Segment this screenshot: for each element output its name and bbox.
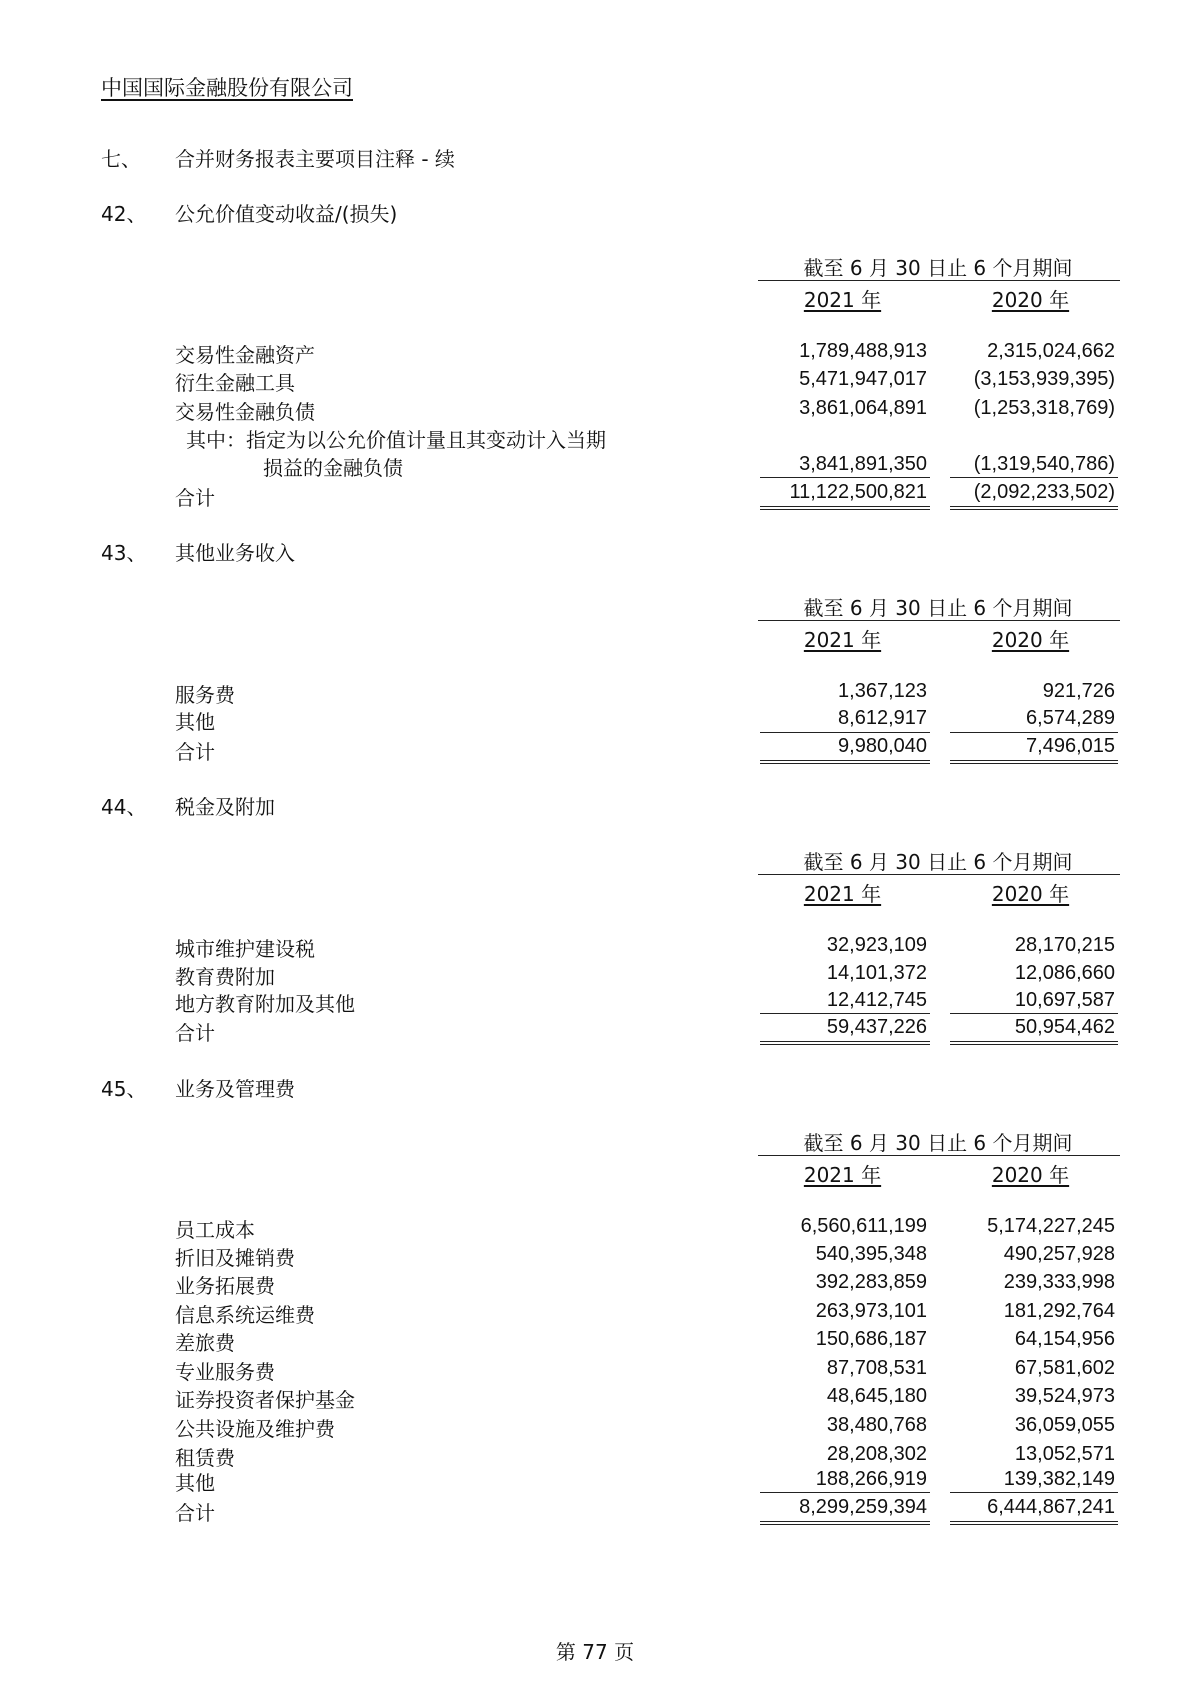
row-label-sub: 其中：指定为以公允价值计量且其变动计入当期 [186, 428, 606, 452]
total-double-rule [760, 1041, 930, 1045]
row-label: 证券投资者保护基金 [175, 1388, 355, 1412]
row-label: 地方教育附加及其他 [175, 992, 355, 1016]
period-underline [758, 620, 1120, 621]
row-label: 其他 [175, 1471, 215, 1495]
value-2021: 87,708,531 [826, 1357, 927, 1379]
total-label: 合计 [175, 1021, 215, 1045]
row-label: 专业服务费 [175, 1360, 275, 1384]
value-2020: (3,153,939,395) [973, 368, 1115, 390]
period-header: 截至 6 月 30 日止 6 个月期间 [803, 596, 1073, 620]
total-2020: 50,954,462 [1014, 1016, 1115, 1038]
total-2021: 8,299,259,394 [799, 1496, 927, 1518]
row-label: 交易性金融负债 [175, 400, 315, 424]
row-label: 服务费 [175, 683, 235, 707]
total-double-rule [950, 1041, 1118, 1045]
subtotal-rule [760, 1492, 930, 1493]
period-header: 截至 6 月 30 日止 6 个月期间 [803, 1131, 1073, 1155]
total-2021: 9,980,040 [838, 735, 927, 757]
chapter-number: 七、 [101, 147, 141, 171]
value-2020: 67,581,602 [1014, 1357, 1115, 1379]
value-2021: 38,480,768 [826, 1414, 927, 1436]
page-number: 第 77 页 [555, 1640, 635, 1664]
year-2020-header: 2020 年 [991, 628, 1070, 652]
row-label: 公共设施及维护费 [175, 1417, 335, 1441]
value-2021: 263,973,101 [815, 1300, 927, 1322]
subtotal-rule [760, 1013, 930, 1014]
value-2021: 1,789,488,913 [799, 340, 927, 362]
value-2020: 10,697,587 [1014, 989, 1115, 1011]
section-42-number: 42、 [101, 202, 147, 226]
value-2021: 3,861,064,891 [799, 397, 927, 419]
row-label: 业务拓展费 [175, 1274, 275, 1298]
value-2020: 12,086,660 [1014, 962, 1115, 984]
row-label: 其他 [175, 710, 215, 734]
value-2020: 239,333,998 [1003, 1271, 1115, 1293]
subtotal-rule [760, 732, 930, 733]
section-42-title: 公允价值变动收益/(损失) [175, 202, 398, 226]
period-header: 截至 6 月 30 日止 6 个月期间 [803, 850, 1073, 874]
year-2020-header: 2020 年 [991, 1163, 1070, 1187]
value-2020: (1,253,318,769) [973, 397, 1115, 419]
row-label: 折旧及摊销费 [175, 1246, 295, 1270]
value-2021: 5,471,947,017 [799, 368, 927, 390]
section-44-number: 44、 [101, 795, 147, 819]
value-2020: 64,154,956 [1014, 1328, 1115, 1350]
section-43-title: 其他业务收入 [175, 541, 295, 565]
total-double-rule [760, 1521, 930, 1525]
period-underline [758, 1155, 1120, 1156]
total-2021: 11,122,500,821 [789, 481, 927, 503]
year-2021-header: 2021 年 [803, 1163, 882, 1187]
value-2021: 3,841,891,350 [799, 453, 927, 475]
subtotal-rule [950, 1013, 1118, 1014]
value-2021: 6,560,611,199 [800, 1215, 927, 1237]
value-2020: 39,524,973 [1014, 1385, 1115, 1407]
total-double-rule [950, 760, 1118, 764]
value-2021: 188,266,919 [815, 1468, 927, 1490]
total-label: 合计 [175, 1501, 215, 1525]
value-2020: (1,319,540,786) [973, 453, 1115, 475]
year-2020-header: 2020 年 [991, 882, 1070, 906]
period-header: 截至 6 月 30 日止 6 个月期间 [803, 256, 1073, 280]
year-2020-header: 2020 年 [991, 288, 1070, 312]
value-2020: 181,292,764 [1003, 1300, 1115, 1322]
value-2020: 921,726 [1042, 680, 1115, 702]
period-underline [758, 874, 1120, 875]
total-2020: (2,092,233,502) [973, 481, 1115, 503]
section-45-number: 45、 [101, 1077, 147, 1101]
value-2020: 13,052,571 [1014, 1443, 1115, 1465]
total-double-rule [760, 506, 930, 510]
value-2021: 150,686,187 [815, 1328, 927, 1350]
subtotal-rule [950, 732, 1118, 733]
value-2021: 28,208,302 [826, 1443, 927, 1465]
value-2020: 36,059,055 [1014, 1414, 1115, 1436]
total-label: 合计 [175, 740, 215, 764]
value-2021: 12,412,745 [826, 989, 927, 1011]
year-2021-header: 2021 年 [803, 882, 882, 906]
total-double-rule [950, 1521, 1118, 1525]
row-label: 交易性金融资产 [175, 343, 315, 367]
row-label-sub: 损益的金融负债 [263, 456, 403, 480]
value-2020: 5,174,227,245 [987, 1215, 1115, 1237]
value-2020: 139,382,149 [1003, 1468, 1115, 1490]
value-2020: 28,170,215 [1014, 934, 1115, 956]
total-2021: 59,437,226 [826, 1016, 927, 1038]
year-2021-header: 2021 年 [803, 628, 882, 652]
subtotal-rule [760, 477, 930, 478]
total-label: 合计 [175, 486, 215, 510]
row-label: 租赁费 [175, 1446, 235, 1470]
section-44-title: 税金及附加 [175, 795, 275, 819]
chapter-title: 合并财务报表主要项目注释 - 续 [175, 147, 455, 171]
total-double-rule [760, 760, 930, 764]
value-2021: 540,395,348 [815, 1243, 927, 1265]
total-double-rule [950, 506, 1118, 510]
total-2020: 6,444,867,241 [987, 1496, 1115, 1518]
row-label: 员工成本 [175, 1218, 255, 1242]
row-label: 信息系统运维费 [175, 1303, 315, 1327]
section-43-number: 43、 [101, 541, 147, 565]
value-2020: 490,257,928 [1003, 1243, 1115, 1265]
year-2021-header: 2021 年 [803, 288, 882, 312]
total-2020: 7,496,015 [1026, 735, 1115, 757]
section-45-title: 业务及管理费 [175, 1077, 295, 1101]
value-2020: 2,315,024,662 [987, 340, 1115, 362]
company-name: 中国国际金融股份有限公司 [101, 76, 353, 100]
row-label: 差旅费 [175, 1331, 235, 1355]
value-2021: 392,283,859 [815, 1271, 927, 1293]
row-label: 教育费附加 [175, 965, 275, 989]
value-2021: 32,923,109 [826, 934, 927, 956]
value-2021: 1,367,123 [838, 680, 927, 702]
value-2021: 14,101,372 [826, 962, 927, 984]
value-2021: 8,612,917 [838, 707, 927, 729]
row-label: 城市维护建设税 [175, 937, 315, 961]
subtotal-rule [950, 477, 1118, 478]
subtotal-rule [950, 1492, 1118, 1493]
period-underline [758, 280, 1120, 281]
row-label: 衍生金融工具 [175, 371, 295, 395]
value-2020: 6,574,289 [1026, 707, 1115, 729]
value-2021: 48,645,180 [826, 1385, 927, 1407]
